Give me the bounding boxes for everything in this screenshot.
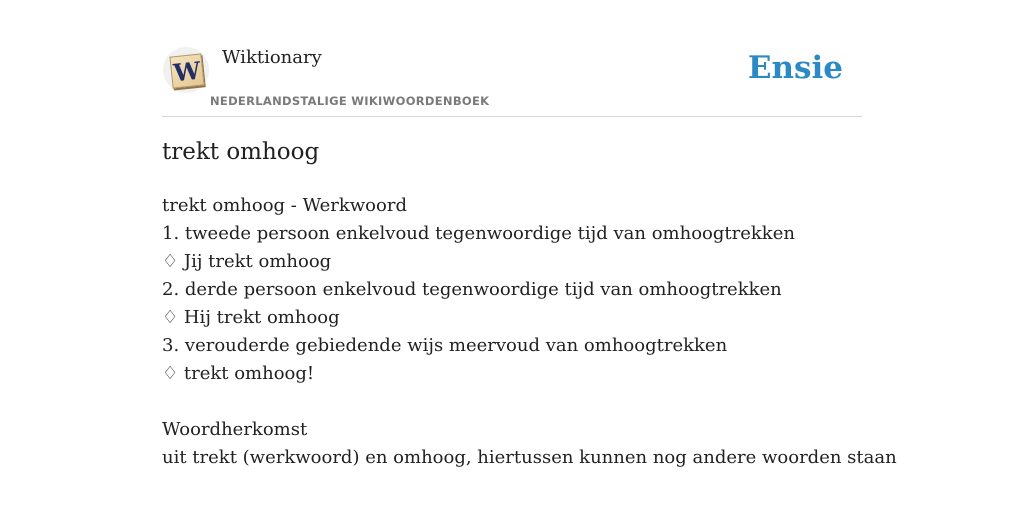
site-name[interactable]: Wiktionary (222, 47, 322, 68)
definition-heading: trekt omhoog - Werkwoord (162, 195, 407, 216)
example-item: ♢ Hij trekt omhoog (162, 307, 340, 328)
definition-item: 1. tweede persoon enkelvoud tegenwoordige tijd van omhoogtrekken (162, 223, 795, 244)
etymology-heading: Woordherkomst (162, 419, 308, 440)
article-content (162, 192, 897, 472)
definition-item: 3. verouderde gebiedende wijs meervoud van omhoogtrekken (162, 335, 728, 356)
site-header (162, 0, 862, 117)
example-item: ♢ trekt omhoog! (162, 363, 315, 384)
etymology-text: uit trekt (werkwoord) en omhoog, hiertussen kunnen nog andere woorden staan (162, 447, 897, 468)
wiktionary-logo-icon: W (169, 53, 204, 88)
definition-item: 2. derde persoon enkelvoud tegenwoordige tijd van omhoogtrekken (162, 279, 782, 300)
section-spacer (162, 388, 862, 416)
site-tagline: NEDERLANDSTALIGE WIKIWOORDENBOEK (210, 94, 490, 108)
page-title: trekt omhoog (162, 139, 320, 165)
example-item: ♢ Jij trekt omhoog (162, 251, 332, 272)
ensie-brand-link[interactable]: Ensie (747, 50, 843, 86)
wiktionary-logo[interactable] (163, 47, 209, 93)
